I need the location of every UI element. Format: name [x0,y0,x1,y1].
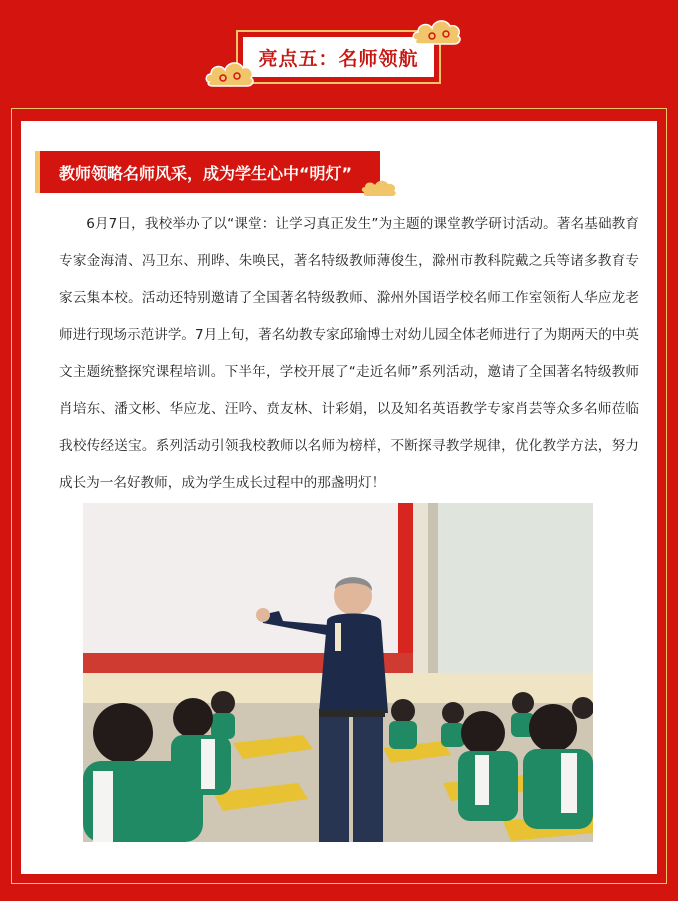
section-tag [35,151,380,193]
auspicious-cloud-icon [360,176,400,198]
classroom-photo-illustration [83,503,593,842]
frame-bottom [0,884,678,901]
article-paragraph: 6月7日，我校举办了以“课堂：让学习真正发生”为主题的课堂教学研讨活动。著名基础教育专家金海清、冯卫东、刑晔、朱唤民，著名特级教师薄俊生，滁州市教科院戴之兵等诸多教育专家云集本校。活动还特别邀请了全国著名特级教师、滁州外国语学校名师工作室领衔人华应龙老师进行现场示范讲学。7月上旬，著名幼教专家邱瑜博士对幼儿园全体老师进行了为期两天的中英文主题统整探究课程培训。下半年，学校开展了“走近名师”系列活动，邀请了全国著名特级教师肖培东、潘文彬、华应龙、汪吟、贲友林、计彩娟，以及知名英语教学专家肖芸等众多名师莅临我校传经送宝。系列活动引领我校教师以名师为榜样，不断探寻教学规律，优化教学方法，努力成长为一名好教师，成为学生成长过程中的那盏明灯！ [59,216,639,491]
section-title: 教师领略名师风采，成为学生心中“明灯” [59,163,353,183]
auspicious-cloud-icon [410,14,464,48]
highlight-title: 亮点五：名师领航 [258,47,419,70]
highlight-banner-inner [243,37,434,77]
classroom-photo [83,503,593,842]
auspicious-cloud-icon [203,56,259,90]
